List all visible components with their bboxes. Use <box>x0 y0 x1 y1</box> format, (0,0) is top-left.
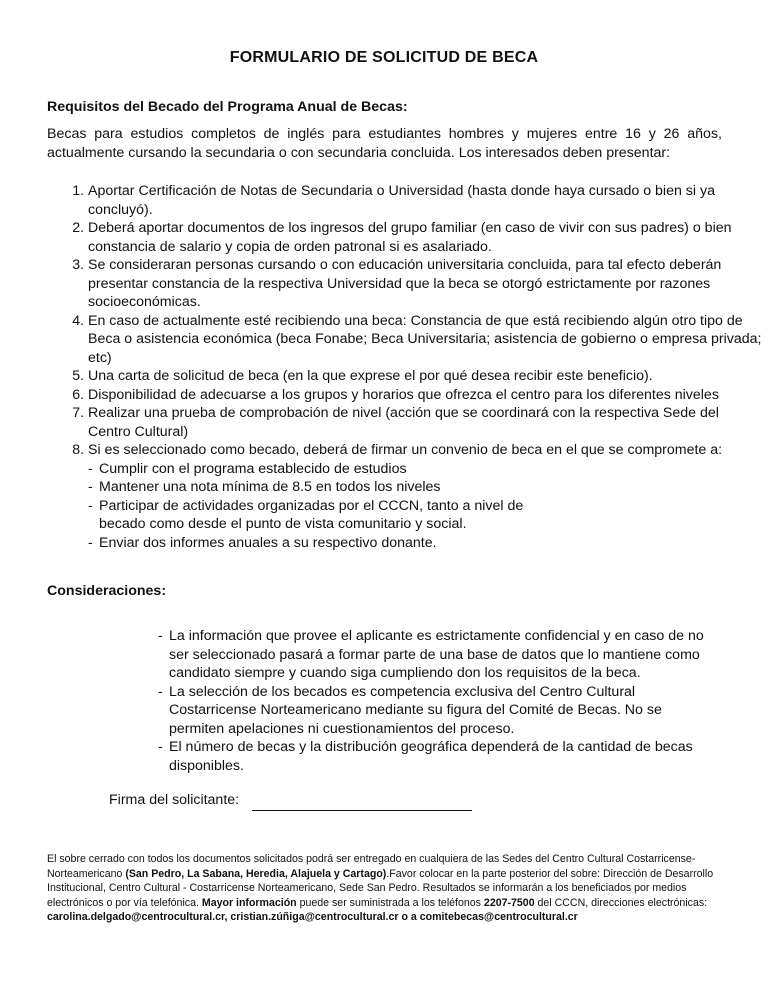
intro-paragraph: Becas para estudios completos de inglés para estudiantes hombres y mujeres entre 16 y 26 años, actualmente cursando la secundaria o con secundaria concluida. Los interesados deben presentar: <box>47 126 722 161</box>
commitment-item: - Mantener una nota mínima de 8.5 en todos los niveles <box>88 478 568 497</box>
consideraciones-heading: Consideraciones: <box>47 583 167 599</box>
signature-label: Firma del solicitante: <box>109 792 240 808</box>
consideration-item: - El número de becas y la distribución geográfica dependerá de la cantidad de becas disponibles. <box>158 738 720 775</box>
commitment-item: - Enviar dos informes anuales a su respectivo donante. <box>88 534 568 553</box>
requirement-item: 6. Disponibilidad de adecuarse a los grupos y horarios que ofrezca el centro para los diferentes niveles <box>88 386 763 405</box>
signature-line[interactable] <box>252 810 472 811</box>
considerations-list <box>158 627 720 775</box>
requirement-item: 5. Una carta de solicitud de beca (en la que exprese el por qué desea recibir este beneficio). <box>88 367 763 386</box>
consideration-item: - La selección de los becados es competencia exclusiva del Centro Cultural Costarricense Norteamericano mediante su figura del Comité de Becas. No se permiten apelaciones ni cuestionamientos del proceso. <box>158 683 720 739</box>
requisitos-heading: Requisitos del Becado del Programa Anual de Becas: <box>47 99 408 115</box>
requirement-item: 4. En caso de actualmente esté recibiendo una beca: Constancia de que está recibiendo algún otro tipo de Beca o asistencia económica (beca Fonabe; Beca Universitaria; asistencia de gobierno o empresa privada; etc) <box>88 312 763 368</box>
consideration-item: - La información que provee el aplicante es estrictamente confidencial y en caso de no ser seleccionado pasará a formar parte de una base de datos que lo mantiene como candidato siempre y cuando siga cumpliendo don los requisitos de la beca. <box>158 627 720 683</box>
requirement-item: 2. Deberá aportar documentos de los ingresos del grupo familiar (en caso de vivir con sus padres) o bien constancia de salario y copia de orden patronal si es asalariado. <box>88 219 763 256</box>
requirement-item: 8. Si es seleccionado como becado, deberá de firmar un convenio de beca en el que se compromete a: - Cumplir con el programa establecido de estudios - Mantener una nota mínima de 8.5 en todos los niveles - Participar de actividades organizadas por el CCCN, tanto a nivel de becado como desde el punto de vista comunitario y social. - Enviar dos informes anuales a su respectivo donante. <box>88 441 763 552</box>
requirement-item: 7. Realizar una prueba de comprobación de nivel (acción que se coordinará con la respectiva Sede del Centro Cultural) <box>88 404 763 441</box>
commitment-item: - Cumplir con el programa establecido de estudios <box>88 460 568 479</box>
commitment-item: - Participar de actividades organizadas por el CCCN, tanto a nivel de becado como desde el punto de vista comunitario y social. <box>88 497 568 534</box>
requirement-item: 3. Se consideraran personas cursando o con educación universitaria concluida, para tal efecto deberán presentar constancia de la respectiva Universidad que la beca se otorgó estrictamente por razones socioeconómicas. <box>88 256 763 312</box>
commitments-list <box>88 460 568 553</box>
document-title: FORMULARIO DE SOLICITUD DE BECA <box>229 49 539 66</box>
requirements-list <box>47 182 763 552</box>
footer-emails: carolina.delgado@centrocultural.cr, cristian.zúñiga@centrocultural.cr o a comitebecas@centrocultural.cr <box>47 911 578 923</box>
footer-note: El sobre cerrado con todos los documentos solicitados podrá ser entregado en cualquiera de las Sedes del Centro Cultural Costarricense-Norteamericano (San Pedro, La Sabana, Heredia, Alajuela y Cartago).Favor colocar en la parte posterior del sobre: Dirección de Desarrollo Institucional, Centro Cultural - Costarricense Norteamericano, Sede San Pedro. Resultados se informarán a los beneficiados por medios electrónicos o por vía telefónica. Mayor información puede ser suministrada a los teléfonos 2207-7500 del CCCN, direcciones electrónicas: carolina.delgado@centrocultural.cr, cristian.zúñiga@centrocultural.cr o a comitebecas@centrocultural.cr <box>47 853 714 923</box>
requirement-item: 1. Aportar Certificación de Notas de Secundaria o Universidad (hasta donde haya cursado o bien si ya concluyó). <box>88 182 763 219</box>
